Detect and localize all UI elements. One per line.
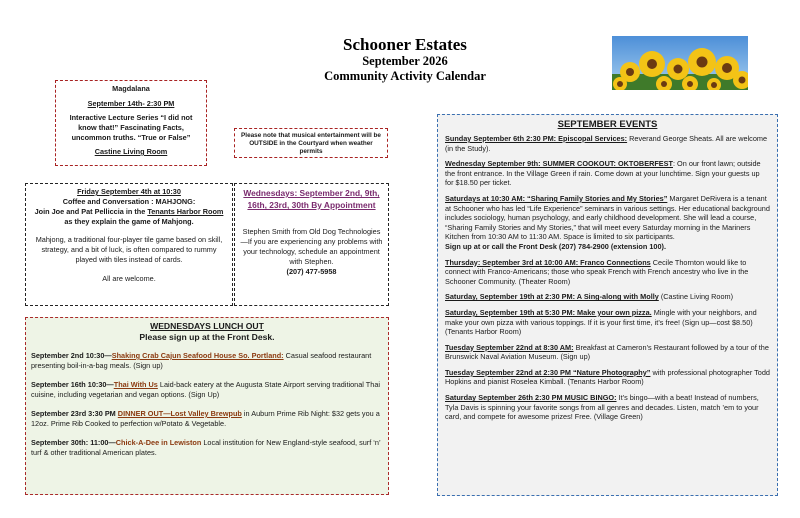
mahjong-intro: Join Joe and Pat Pelliccia in the Tenants Harbor Room as they explain the game of Mahjong. (34, 207, 224, 226)
lunch-title: WEDNESDAYS LUNCH OUT (150, 321, 264, 331)
event-item: Saturday, September 19th at 5:30 PM: Make your own pizza. Mingle with your neighbors, and make your own pizza with various toppings. If it is your first time, it’s free! (Sign up—cost $8.50) (Tenants Harbor Room) (445, 307, 757, 337)
tech-title: Wednesdays: September 2nd, 9th, 16th, 23rd, 30th By Appointment (243, 188, 380, 210)
music-note-text: Please note that musical entertainment will be OUTSIDE in the Courtyard when weather permits (241, 132, 381, 155)
event-item: Sunday September 6th 2:30 PM: Episcopal Services: Reverand George Sheats. All are welcome (in the Study). (445, 134, 768, 153)
event-item: Tuesday September 22nd at 2:30 PM “Nature Photography” with professional photographer Todd Hopkins and pianist Roselea Kimball. (Tenants Harbor Room) (445, 367, 770, 387)
lunch-item: September 30th: 11:00—Chick-A-Dee in Lewiston Local institution for New England-style seafood, surf ‘n’ turf & other traditional American plates. (31, 438, 381, 457)
september-events-box (437, 114, 778, 496)
lunch-item: September 16th 10:30—Thai With Us Laid-back eatery at the Augusta State Airport serving traditional Thai cuisine, including vegetarian and vegan options. (Sign Up) (31, 380, 381, 399)
magdalana-location: Castine Living Room (94, 147, 168, 156)
lunch-out-box (25, 317, 389, 495)
tech-desc: Stephen Smith from Old Dog Technologies—If you are experiencing any problems with your technology, schedule an appointment with Stephen. (240, 227, 383, 266)
event-item: Wednesday September 9th: SUMMER COOKOUT: OKTOBERFEST: On our front lawn; outside the front entrance. In the Village Green if rain. Come down at your lunchtime. Sign your guests up for $18.50 per ticket. (445, 159, 761, 188)
mahjong-title: Coffee and Conversation : MAHJONG: (62, 197, 196, 206)
lunch-subtitle: Please sign up at the Front Desk. (139, 331, 275, 342)
events-title: SEPTEMBER EVENTS (557, 119, 658, 130)
page-title: Schooner Estates (343, 35, 467, 54)
event-item: Tuesday September 22nd at 8:30 AM: Breakfast at Cameron’s Restaurant followed by a tour of the Brunswick Naval Aviation Museum. (Sign up) (445, 342, 769, 362)
tenants-harbor-link: Tenants Harbor Room (147, 207, 224, 216)
tech-help-box (234, 183, 389, 306)
page-subtitle-2: Community Activity Calendar (324, 69, 486, 83)
mahjong-welcome: All are welcome. (102, 274, 156, 283)
event-item: Saturday, September 19th at 2:30 PM: A Sing-along with Molly (Castine Living Room) (445, 292, 734, 302)
calendar-header (290, 36, 520, 84)
mahjong-box (25, 183, 233, 306)
magdalana-name: Magdalana (112, 84, 150, 93)
magdalana-box (55, 80, 207, 166)
page-subtitle: September 2026 (362, 54, 448, 68)
event-item: Saturday September 26th 2:30 PM MUSIC BINGO: It’s bingo—with a beat! Instead of numbers, Tyla Davis is spinning your favorite songs from all genres and decades. Listen, match ’em to your card, and compete for awesome prizes! Free. (Village Green) (445, 393, 759, 422)
event-item: Saturdays at 10:30 AM: “Sharing Family Stories and My Stories” Margaret DeRivera is a tenant at Schooner who has led “Life Experience” seminars in various settings. Her educational background includes sociology, human psychology, and early childhood development. She will lead a course, “Sharing Family Stories and My Stories,” that will meet every Saturday morning in the Mariners Kitchen from 10:30 AM to 11:30 AM. Space is limited to six participants. Sign up at or call the Front Desk (207) 784-2900 (extension 100). (445, 193, 770, 251)
mahjong-desc: Mahjong, a traditional four-player tile game based on skill, strategy, and a bit of luck, is often compared to rummy played with tiles instead of cards. (35, 235, 223, 264)
mahjong-date: Friday September 4th at 10:30 (77, 187, 181, 196)
lunch-item: September 23rd 3:30 PM DINNER OUT—Lost Valley Brewpub in Auburn Prime Rib Night: $32 gets you a 12oz. Prime Rib Cooked to perfection w/Potato & Vegetable. (31, 409, 380, 428)
sunflower-image (612, 36, 748, 90)
magdalana-date: September 14th- 2:30 PM (87, 99, 175, 108)
music-note-box (234, 128, 388, 158)
lunch-item: September 2nd 10:30—Shaking Crab Cajun Seafood House So. Portland: Casual seafood restaurant presenting boil-in-a-bag meals. (Sign up) (31, 351, 372, 370)
magdalana-desc: Interactive Lecture Series “I did not know that!” Fascinating Facts, uncommon truths. “True or False” (69, 113, 193, 142)
tech-phone: (207) 477-5958 (286, 267, 337, 276)
event-item: Thursday: September 3rd at 10:00 AM: Franco Connections Cecile Thornton would like to connect with Franco-Americans; those who speak French with French ancestry who live in the Schooner Community. (Theater Room) (445, 257, 749, 286)
